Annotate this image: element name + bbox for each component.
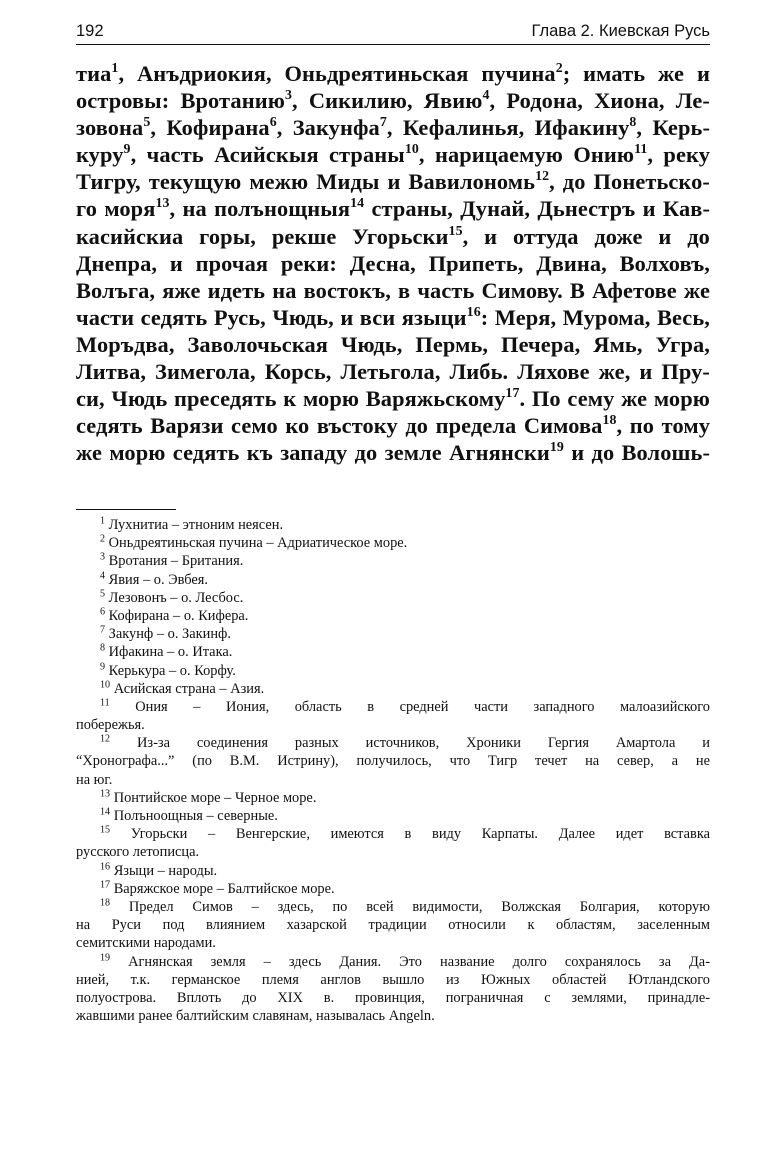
body-line [76,223,710,250]
footnote-divider [76,509,176,510]
footnote-number: 7 [100,624,106,636]
footnote-text: Оньдреятиньская пучина – Адриатическое море. [108,535,408,552]
text-run: си, Чюдь преседять к морю Варяжьскому [76,386,506,412]
body-line [76,277,710,304]
footnote-line [76,862,710,880]
text-run: Тигру, текущую межю Миды и Вавилономь [76,169,536,195]
footnote-marker: 2 [555,60,563,76]
footnote-line [76,971,710,989]
footnote-line [76,734,710,752]
footnote-number: 15 [100,824,111,836]
body-line [76,87,710,114]
page-number: 192 [76,22,104,40]
text-run: островы: Вротанию [76,88,285,114]
text-run: Моръдва, Заволочьская Чюдь, Пермь, Печера, Ямь, Угра, [76,331,710,357]
footnote-line [76,589,710,607]
text-run: седять Варязи семо ко въстоку до предела Симова [76,413,603,439]
footnote-number: 16 [100,861,111,873]
text-run: зовона [76,115,144,141]
footnote-number: 3 [100,551,106,563]
text-run: Литва, Зимегола, Корсь, Летьгола, Либь. Ляхове же, и Пру- [76,359,710,385]
footnote-number: 13 [100,788,111,800]
footnote-marker: 9 [123,142,131,158]
footnote-line [76,843,710,861]
footnote-number: 2 [100,533,106,545]
body-line [76,439,710,466]
page-header [76,20,710,45]
body-line [76,195,710,222]
footnote-text: Ония – Иония, область в средней части западного малоазийского [135,698,710,715]
body-line [76,60,710,87]
text-run: , Сикилию, Явию [291,88,483,114]
text-run: и до Волошь- [563,440,711,466]
footnote-number: 12 [100,733,111,745]
text-run: части седять Русь, Чюдь, и вси языци [76,304,467,330]
body-line [76,304,710,331]
footnote-marker: 18 [602,413,617,429]
footnote-text: “Хронографа...” (по В.М. Истрину), получилось, что Тигр течет на север, а не [76,753,710,770]
footnote-number: 9 [100,660,106,672]
footnote-marker: 10 [404,142,419,158]
footnote-marker: 1 [111,60,119,76]
footnote-line [76,534,710,552]
body-line [76,250,710,277]
footnote-marker: 19 [549,440,564,456]
body-line [76,385,710,412]
footnote-number: 8 [100,642,106,654]
footnote-line [76,916,710,934]
footnote-text: Лухнитиа – этноним неясен. [108,517,284,533]
footnote-text: Агнянская земля – здесь Дания. Это название долго сохранялось за Да- [128,953,710,970]
footnote-marker: 17 [505,386,520,402]
running-title: Глава 2. Киевская Русь [531,22,710,40]
footnote-text: Из-за соединения разных источников, Хроники Гергия Амартола и [137,735,710,752]
footnote-line [76,516,710,534]
footnote-text: жавшими ранее балтийским славянам, называлась Angeln. [76,1008,435,1025]
footnote-line [76,898,710,916]
footnote-text: Угорьски – Венгерские, имеются в виду Карпаты. Далее идет вставка [130,826,710,843]
footnote-marker: 15 [448,223,463,239]
footnote-text: Языци – народы. [113,862,218,879]
text-run: тиа [76,61,112,86]
footnote-text: Ифакина – о. Итака. [108,644,233,661]
text-run: : Меря, Мурома, Весь, [480,304,710,330]
text-run: , нарицаемую Онию [418,142,635,168]
footnote-line [76,1007,710,1025]
footnote-number: 10 [100,679,111,691]
body-line [76,412,710,439]
footnote-line [76,771,710,789]
footnote-line [76,643,710,661]
footnote-line [76,607,710,625]
footnote-marker: 13 [155,196,170,212]
footnote-number: 18 [100,897,111,909]
footnote-number: 5 [100,588,106,600]
footnote-line [76,662,710,680]
footnote-line [76,789,710,807]
text-run: , и оттуда доже и до [462,223,710,249]
footnote-number: 4 [100,570,106,582]
footnote-number: 11 [100,697,110,709]
text-run: касийскиа горы, рекше Угорьски [76,223,449,249]
footnote-text: Полъноoщныя – северные. [113,808,278,824]
text-run: , часть Асийскыя страны [130,142,405,168]
text-run: , по тому [616,413,710,439]
footnote-marker: 4 [482,88,490,104]
text-run: же морю седять къ западу до земле Агнянски [76,440,550,466]
text-run: , Кефалинья, Ифакину [386,115,630,141]
body-line [76,114,710,141]
footnote-text: полуострова. Вплоть до XIX в. провинция, пограничная с землями, принадле- [76,989,710,1006]
footnote-line [76,807,710,825]
footnote-line [76,571,710,589]
text-run: , на полънощныя [169,196,351,222]
footnote-marker: 8 [629,115,637,131]
footnote-marker: 3 [284,88,292,104]
footnote-line [76,934,710,952]
footnote-text: русского летописца. [76,844,200,861]
text-run: ; имать же и [562,61,710,86]
footnote-line [76,716,710,734]
text-run: , Анъдриокия, Оньдреятиньская пучина [118,61,556,86]
text-run: , Родона, Хиона, Ле- [489,88,710,114]
footnote-number: 14 [100,806,111,818]
footnote-text: Понтийское море – Черное море. [113,789,317,806]
main-text [76,60,710,466]
footnote-line [76,680,710,698]
footnote-text: Варяжское море – Балтийское море. [113,880,335,897]
body-line [76,168,710,195]
footnote-number: 6 [100,606,106,618]
footnote-line [76,698,710,716]
footnote-number: 19 [100,951,111,963]
footnote-marker: 7 [379,115,387,131]
text-run: страны, Дунай, Дьнестръ и Кав- [364,196,710,222]
footnote-marker: 11 [634,142,648,158]
footnote-line [76,880,710,898]
text-run: , Керь- [636,115,711,141]
footnote-number: 1 [100,515,106,527]
footnote-text: Кофирана – о. Кифера. [108,607,249,624]
footnote-text: Лезовонъ – о. Лесбос. [108,589,244,606]
footnote-line [76,953,710,971]
footnote-text: семитскими народами. [76,935,216,952]
footnote-marker: 12 [535,169,550,185]
text-run: , до Понетьско- [549,169,710,195]
footnote-text: Предел Симов – здесь, по всей видимости, Волжская Болгария, которую [128,898,710,915]
text-run: . По сему же морю [519,386,710,412]
footnote-text: Керькура – о. Корфу. [108,662,236,679]
footnote-marker: 16 [466,304,481,320]
text-run: го моря [76,196,156,222]
footnote-text: побережья. [76,717,145,734]
text-run: , Закунфа [276,115,380,141]
footnote-text: Асийская страна – Азия. [113,680,265,697]
footnote-line [76,552,710,570]
footnotes [76,516,710,1025]
footnote-text: Закунф – о. Закинф. [108,626,231,643]
footnote-number: 17 [100,879,111,891]
footnote-text: нией, т.к. германское племя англов вышло из Южных областей Ютландского [76,971,710,988]
body-line [76,358,710,385]
footnote-text: Вротания – Британия. [108,553,244,570]
body-line [76,331,710,358]
footnote-line [76,825,710,843]
text-run: , Кофирана [150,115,270,141]
body-line [76,141,710,168]
footnote-marker: 5 [143,115,151,131]
footnote-marker: 14 [350,196,365,212]
text-run: куру [76,142,124,168]
footnote-line [76,752,710,770]
text-run: Волъга, яже идеть на востокъ, в часть Симову. В Афетове же [76,277,710,303]
footnote-text: на Руси под влиянием хазарской традиции относили к областям, заселенным [76,917,710,934]
footnote-line [76,625,710,643]
footnote-text: на юг. [76,771,113,788]
text-run: Днепра, и прочая реки: Десна, Припеть, Двина, Волховъ, [76,250,710,276]
text-run: , реку [647,142,710,168]
footnote-marker: 6 [269,115,277,131]
footnote-line [76,989,710,1007]
footnote-text: Явия – о. Эвбея. [108,571,208,588]
